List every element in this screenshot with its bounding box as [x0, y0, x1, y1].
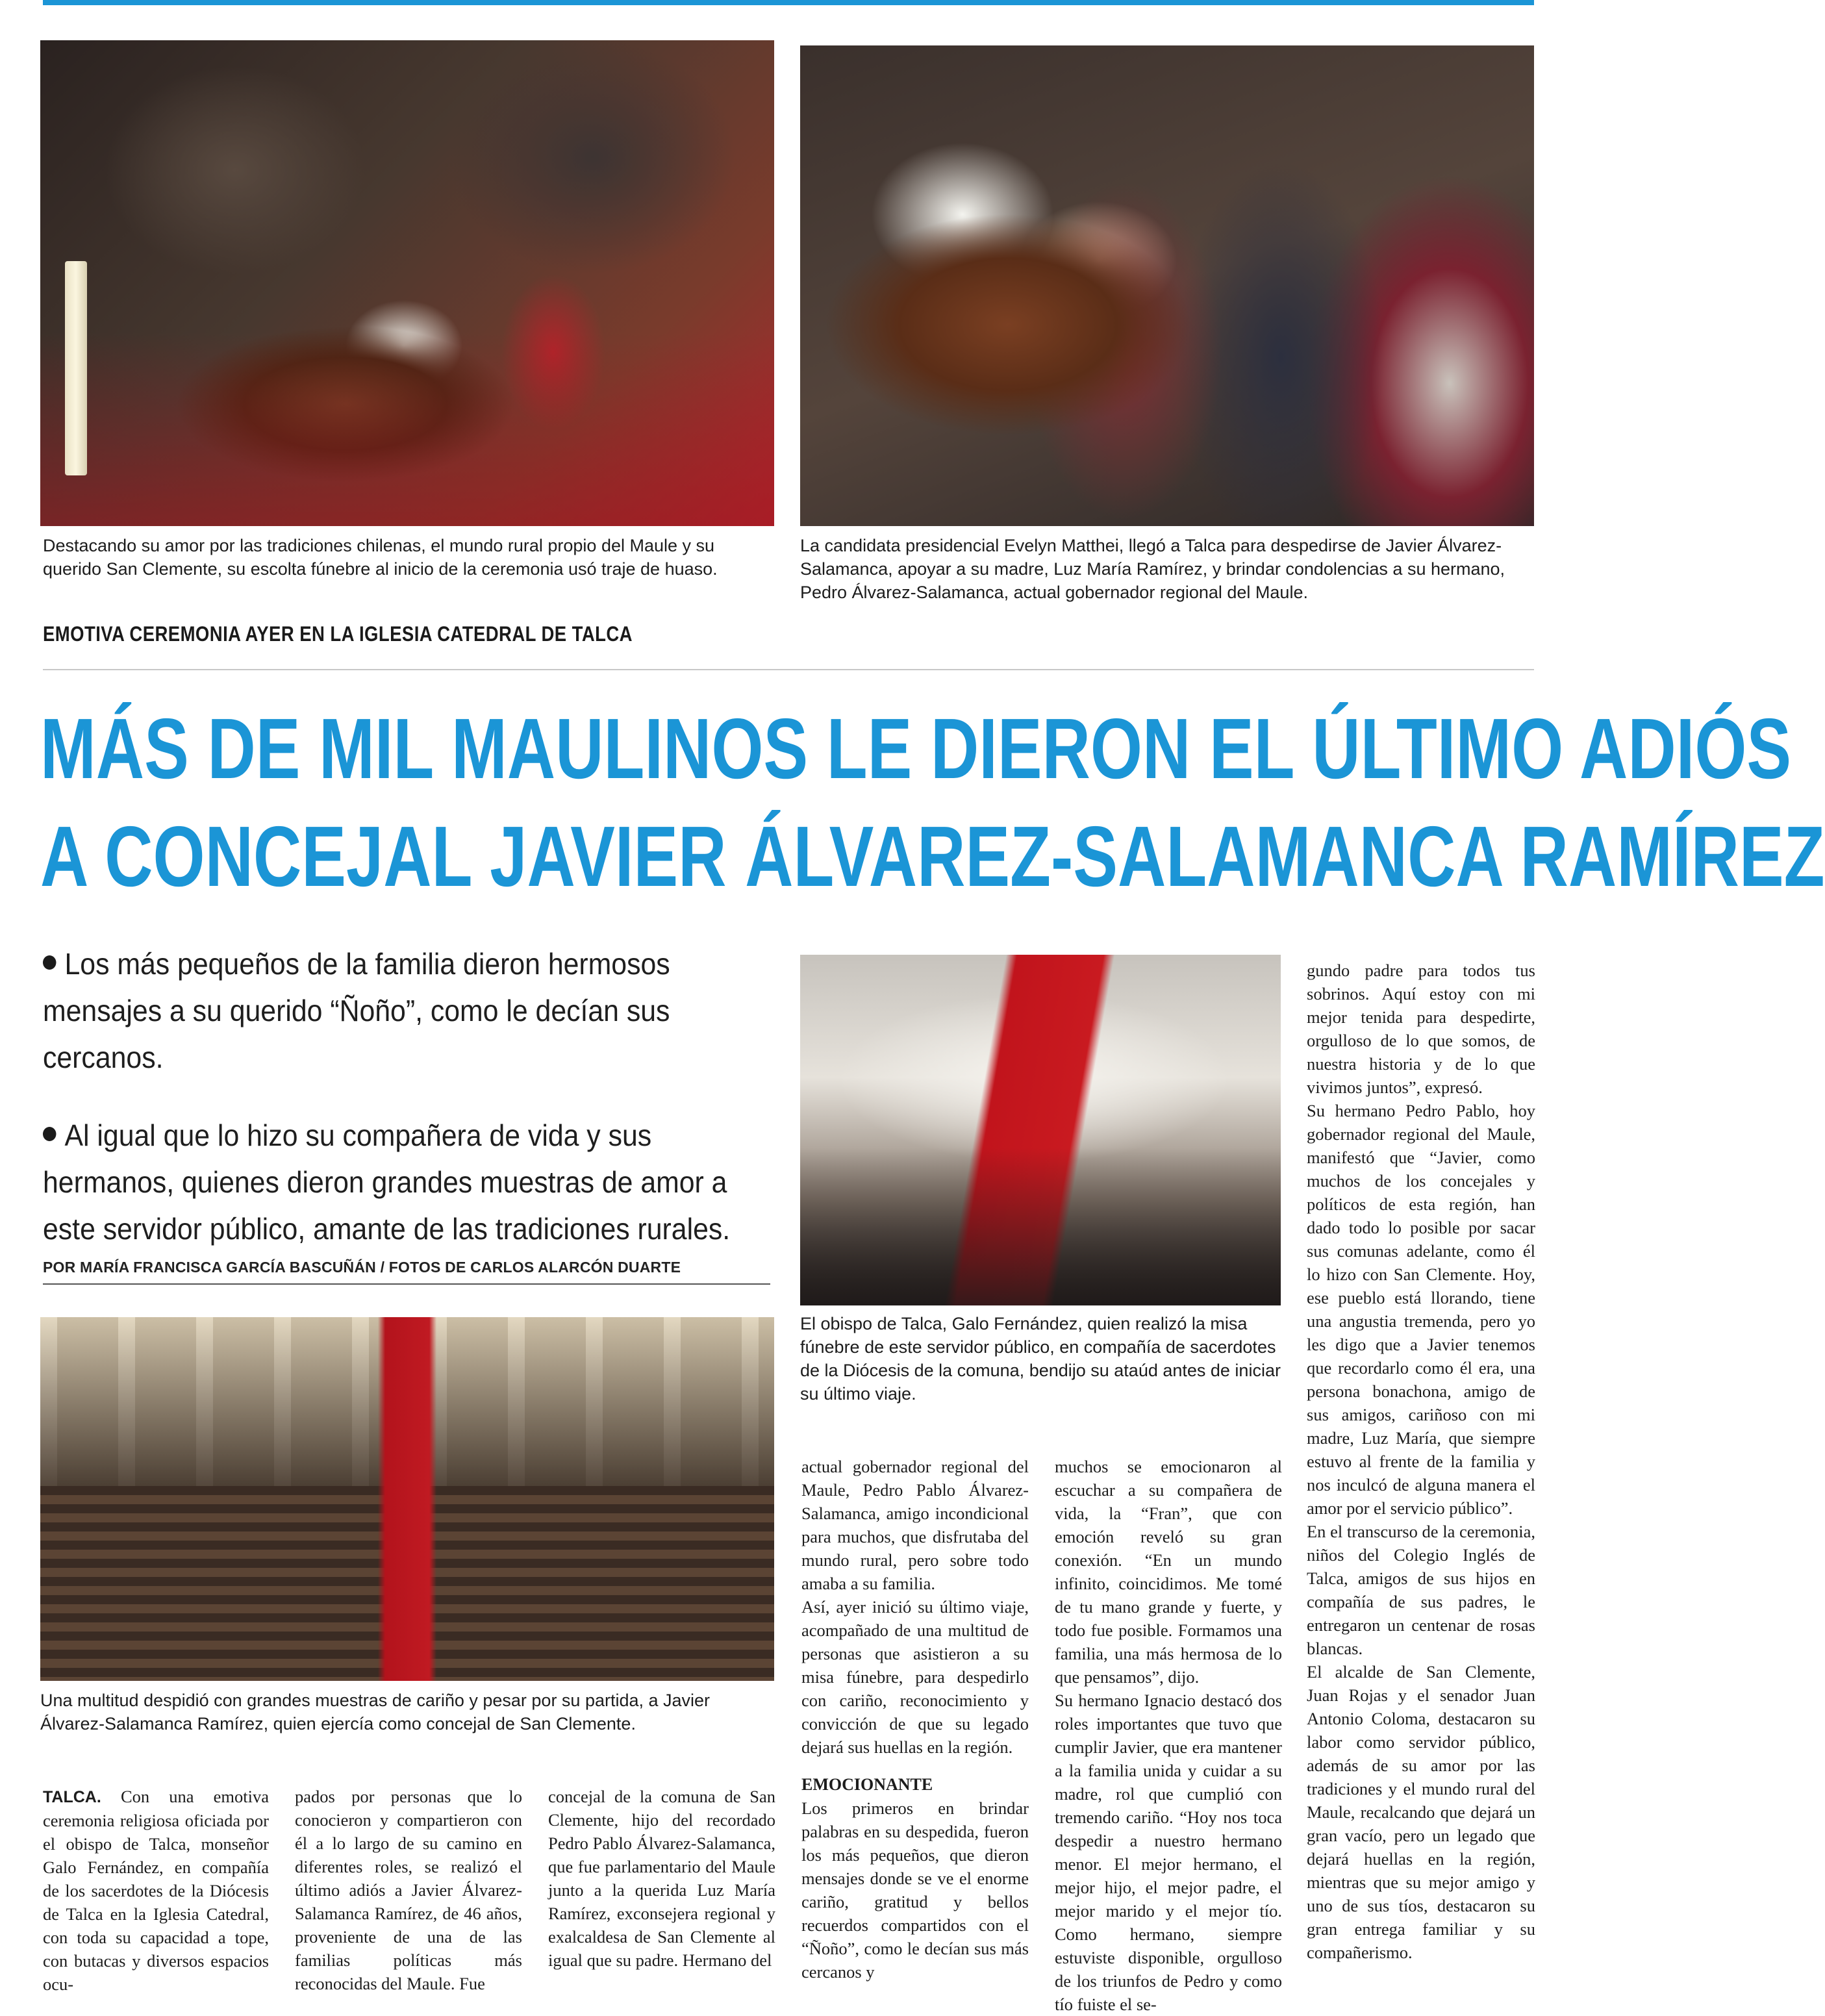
column-2-text: pados por personas que lo conocieron y compartieron con él a lo largo de su camino en diferentes roles, se realizó el último adiós a Javier Álvarez-Salamanca Ramírez, de 46 años, proveniente de una de las familias políticas más reconocidas del Maule. Fue [295, 1787, 522, 1993]
column-6-text-a: gundo padre para todos tus sobrinos. Aquí estoy con mi mejor tenida para despedirte, orgulloso de lo que somos, de nuestra historia y de lo que vivimos juntos”, expresó. [1307, 961, 1535, 1097]
bullet-icon [43, 1127, 56, 1141]
article-column-5 [1055, 1455, 1282, 2016]
column-3-text: concejal de la comuna de San Clemente, hijo del recordado Pedro Pablo Álvarez-Salamanca, que fue parlamentario del Maule junto a la querida Luz María Ramírez, exconsejera regional y exalcaldesa de San Clemente al igual que su padre. Hermano del [548, 1787, 775, 1970]
column-4-text-b: Así, ayer inició su último viaje, acompañado de una multitud de personas que asistieron a su misa fúnebre, para despedirlo con cariño, reconocimiento y convicción de que su legado dejará sus huellas en la región. [801, 1597, 1029, 1757]
summary-bullets [43, 940, 738, 1283]
candle-graphic [65, 261, 87, 475]
photo-funeral-escort [40, 40, 774, 526]
bullet-text-2: Al igual que lo hizo su compañera de vida y sus hermanos, quienes dieron grandes muestras de amor a este servidor público, amante de las tradiciones rurales. [43, 1118, 731, 1246]
headline-line-1: MÁS DE MIL MAULINOS LE DIERON EL ÚLTIMO ADIÓS [40, 701, 1792, 796]
article-column-4 [801, 1455, 1029, 1984]
column-4-text-a: actual gobernador regional del Maule, Pedro Pablo Álvarez-Salamanca, amigo incondicional para muchos, que disfrutaba del mundo rural, pero sobre todo amaba a su familia. [801, 1457, 1029, 1593]
column-6-text-b: Su hermano Pedro Pablo, hoy gobernador regional del Maule, manifestó que “Javier, como muchos de los concejales y políticos de esta región, han dado todo lo posible por sacar sus comunas adelante, como él lo hizo con San Clemente. Hoy, ese pueblo está llorando, tiene una angustia tremenda, pero yo les digo que a Javier tenemos que recordarlo como él era, una persona bonachona, amigo de sus amigos, cariñoso con mi madre, Luz María, que siempre estuvo al frente de la familia y nos inculcó de alguna manera el amor por el servicio público”. [1307, 1101, 1535, 1518]
caption-mid-right: El obispo de Talca, Galo Fernández, quien realizó la misa fúnebre de este servidor público, en compañía de sacerdotes de la Diócesis de la comuna, bendijo su ataúd antes de iniciar su último viaje. [800, 1314, 1281, 1404]
photo-evelyn-matthei [800, 45, 1534, 526]
byline-divider [43, 1283, 770, 1285]
photo-cathedral-crowd [40, 1317, 774, 1681]
column-6-text-c: En el transcurso de la ceremonia, niños del Colegio Inglés de Talca, amigos de sus hijos en compañía de sus padres, le entregaron un centenar de rosas blancas. [1307, 1522, 1535, 1658]
article-column-2 [295, 1785, 522, 1995]
headline [40, 695, 1825, 911]
caption-bottom-left: Una multitud despidió con grandes muestras de cariño y pesar por su partida, a Javier Álvarez-Salamanca Ramírez, quien ejercía como concejal de San Clemente. [40, 1691, 711, 1733]
byline: POR MARÍA FRANCISCA GARCÍA BASCUÑÁN / FOTOS DE CARLOS ALARCÓN DUARTE [43, 1259, 681, 1276]
column-6-text-d: El alcalde de San Clemente, Juan Rojas y el senador Juan Antonio Coloma, destacaron su labor como servidor público, además de su amor por las tradiciones y el mundo rural del Maule, recalcando que dejará un gran vacío, pero un legado que dejará huellas en la región, mientras que su mejor amigo y uno de sus tíos, destacaron su gran entrega familiar y su compañerismo. [1307, 1662, 1535, 1962]
column-1-text: Con una emotiva ceremonia religiosa oficiada por el obispo de Talca, monseñor Galo Fernández, en compañía de los sacerdotes de la Diócesis de Talca en la Iglesia Catedral, con toda su capacidad a tope, con butacas y diversos espacios ocu- [43, 1787, 269, 1994]
photo-bishop-mass [800, 955, 1281, 1305]
column-5-text-b: Su hermano Ignacio destacó dos roles importantes que tuvo que cumplir Javier, que era mantener a la familia unida y cuidar a su madre, rol que cumplió con tremendo cariño. “Hoy nos toca despedir a nuestro hermano menor. El mejor hermano, el mejor hijo, el mejor padre, el mejor marido y el mejor tío. Como hermano, siempre estuviste disponible, orgulloso de los triunfos de Pedro y como tío fuiste el se- [1055, 1691, 1282, 2014]
kicker: EMOTIVA CEREMONIA AYER EN LA IGLESIA CATEDRAL DE TALCA [43, 622, 633, 646]
top-accent-bar [43, 0, 1534, 5]
section-subhead: EMOCIONANTE [801, 1775, 933, 1794]
bullet-text-1: Los más pequeños de la familia dieron hermosos mensajes a su querido “Ñoño”, como le decían sus cercanos. [43, 947, 670, 1074]
cathedral-aisle [40, 1486, 774, 1681]
headline-line-2: A CONCEJAL JAVIER ÁLVAREZ-SALAMANCA RAMÍREZ [40, 809, 1825, 904]
caption-top-left: Destacando su amor por las tradiciones chilenas, el mundo rural propio del Maule y su querido San Clemente, su escolta fúnebre al inicio de la ceremonia usó traje de huaso. [43, 536, 718, 579]
divider [43, 669, 1534, 670]
bullet-icon [43, 955, 56, 970]
column-4-text-c: Los primeros en brindar palabras en su despedida, fueron los más pequeños, que dieron mensajes donde se ve el enorme cariño, gratitud y bellos recuerdos compartidos con el “Ñoño”, como le decían sus más cercanos y [801, 1798, 1029, 1982]
article-column-6 [1307, 959, 1535, 1964]
column-5-text-a: muchos se emocionaron al escuchar a su compañera de vida, la “Fran”, que con emoción reveló su gran conexión. “En un mundo infinito, coincidimos. Me tomé de tu mano grande y fuerte, y todo fue posible. Formamos una familia, una más hermosa de lo que pensamos”, dijo. [1055, 1457, 1282, 1687]
bullet-item [43, 1112, 738, 1252]
dateline: TALCA. [43, 1788, 101, 1806]
article-column-3 [548, 1785, 775, 1972]
article-column-1 [43, 1785, 269, 1996]
caption-top-right: La candidata presidencial Evelyn Matthei, llegó a Talca para despedirse de Javier Álvarez-Salamanca, apoyar a su madre, Luz María Ramírez, y brindar condolencias a su hermano, Pedro Álvarez-Salamanca, actual gobernador regional del Maule. [800, 536, 1505, 602]
bullet-item [43, 940, 738, 1081]
